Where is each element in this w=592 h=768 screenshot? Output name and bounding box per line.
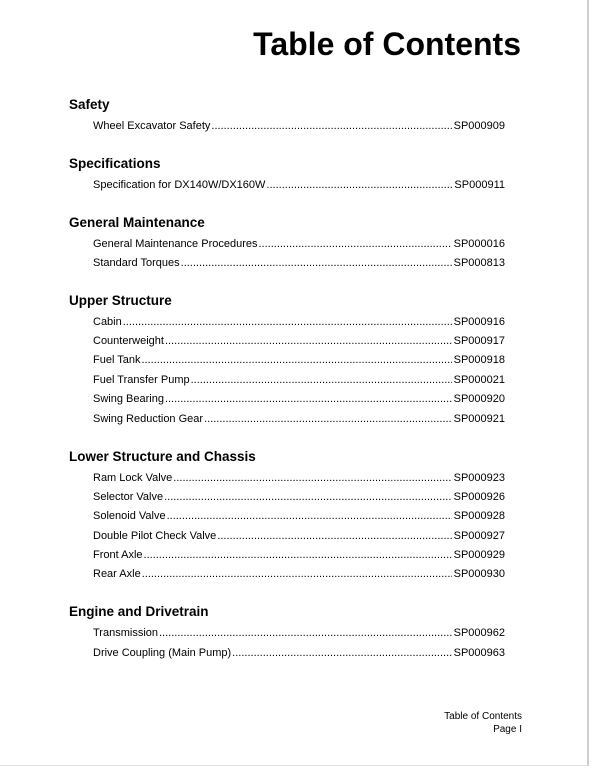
toc-entry-label: Swing Bearing: [93, 393, 164, 405]
toc-entry-label: Swing Reduction Gear: [93, 413, 204, 425]
section-heading-lower-structure-and-chassis: Lower Structure and Chassis: [69, 449, 256, 464]
toc-entry-label: Fuel Tank: [93, 354, 141, 366]
toc-entry-code: SP000930: [453, 568, 505, 580]
dot-leader: [167, 510, 452, 522]
toc-entry[interactable]: [93, 257, 505, 273]
toc-entry-code: SP000016: [453, 238, 505, 250]
section-heading-upper-structure: Upper Structure: [69, 293, 172, 308]
dot-leader: [142, 354, 452, 366]
toc-entry-code: SP000813: [453, 257, 505, 269]
dot-leader: [191, 374, 452, 386]
toc-entry[interactable]: [93, 627, 505, 643]
toc-entry-code: SP000920: [453, 393, 505, 405]
footer-page-number: Page I: [493, 724, 522, 735]
toc-entry-code: SP000963: [453, 647, 505, 659]
toc-entry-code: SP000929: [453, 549, 505, 561]
page-title: Table of Contents: [253, 26, 521, 62]
toc-entry[interactable]: [93, 238, 505, 254]
toc-entry[interactable]: [93, 491, 505, 507]
dot-leader: [123, 316, 452, 328]
toc-entry[interactable]: [93, 374, 505, 390]
page-footer: [444, 710, 522, 736]
toc-entry[interactable]: [93, 530, 505, 546]
toc-entry-label: General Maintenance Procedures: [93, 238, 258, 250]
toc-entry[interactable]: [93, 647, 505, 663]
toc-entry-label: Fuel Transfer Pump: [93, 374, 190, 386]
toc-entry[interactable]: [93, 393, 505, 409]
toc-entry-code: SP000917: [453, 335, 505, 347]
toc-entry[interactable]: [93, 354, 505, 370]
toc-entry-code: SP000927: [453, 530, 505, 542]
toc-entry-code: SP000911: [454, 179, 505, 191]
dot-leader: [181, 257, 452, 269]
section-heading-safety: Safety: [69, 97, 110, 112]
dot-leader: [144, 549, 452, 561]
toc-entry-code: SP000021: [453, 374, 505, 386]
footer-section-title: Table of Contents: [444, 711, 522, 722]
toc-entry-code: SP000962: [453, 627, 505, 639]
toc-entry-code: SP000923: [453, 472, 505, 484]
toc-entry-code: SP000926: [453, 491, 505, 503]
dot-leader: [164, 491, 452, 503]
toc-entry-code: SP000928: [453, 510, 505, 522]
toc-entry-code: SP000909: [453, 120, 505, 132]
dot-leader: [173, 472, 451, 484]
toc-entry-label: Transmission: [93, 627, 158, 639]
toc-entry-label: Wheel Excavator Safety: [93, 120, 211, 132]
toc-entry[interactable]: [93, 472, 505, 488]
toc-entry-label: Selector Valve: [93, 491, 164, 503]
dot-leader: [258, 238, 451, 250]
toc-entry[interactable]: [93, 549, 505, 565]
dot-leader: [204, 413, 452, 425]
toc-entry-label: Solenoid Valve: [93, 510, 166, 522]
toc-entry-code: SP000916: [453, 316, 505, 328]
toc-entry-code: SP000918: [453, 354, 505, 366]
toc-entry[interactable]: [93, 510, 505, 526]
toc-entry-label: Drive Coupling (Main Pump): [93, 647, 232, 659]
dot-leader: [217, 530, 451, 542]
toc-entry-label: Cabin: [93, 316, 122, 328]
toc-entry[interactable]: [93, 413, 505, 429]
toc-entry-label: Counterweight: [93, 335, 164, 347]
toc-entry[interactable]: [93, 568, 505, 584]
dot-leader: [232, 647, 451, 659]
dot-leader: [266, 179, 452, 191]
toc-entry-label: Double Pilot Check Valve: [93, 530, 217, 542]
toc-entry[interactable]: [93, 179, 505, 195]
dot-leader: [159, 627, 452, 639]
toc-entry[interactable]: [93, 335, 505, 351]
toc-entry-label: Specification for DX140W/DX160W: [93, 179, 266, 191]
toc-entry[interactable]: [93, 316, 505, 332]
dot-leader: [165, 393, 452, 405]
dot-leader: [142, 568, 452, 580]
dot-leader: [211, 120, 451, 132]
dot-leader: [165, 335, 452, 347]
toc-entry-label: Standard Torques: [93, 257, 180, 269]
section-heading-general-maintenance: General Maintenance: [69, 215, 205, 230]
toc-entry-label: Rear Axle: [93, 568, 141, 580]
toc-entry-code: SP000921: [453, 413, 505, 425]
toc-entry-label: Front Axle: [93, 549, 143, 561]
toc-entry-label: Ram Lock Valve: [93, 472, 173, 484]
section-heading-engine-and-drivetrain: Engine and Drivetrain: [69, 604, 209, 619]
section-heading-specifications: Specifications: [69, 156, 161, 171]
toc-entry[interactable]: [93, 120, 505, 136]
